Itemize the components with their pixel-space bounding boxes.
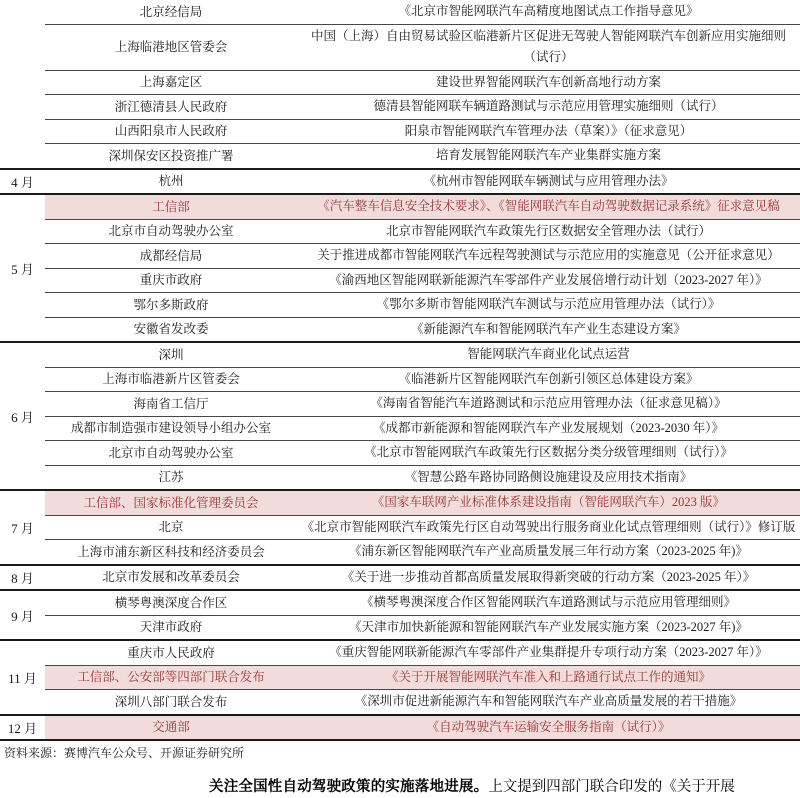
agency-cell: 海南省工信厅 <box>133 396 209 411</box>
table-row <box>45 170 800 194</box>
table-row-highlighted <box>45 195 800 219</box>
month-label: 12 月 <box>0 716 45 740</box>
policy-title-cell: 北京市智能网联汽车政策先行区数据安全管理办法（试行） <box>385 223 711 238</box>
month-rows <box>45 0 800 168</box>
agency-cell: 北京 <box>158 520 184 535</box>
table-row <box>45 367 800 392</box>
agency-cell: 重庆市政府 <box>139 273 203 288</box>
policy-title-cell: 《渝西地区智能网联新能源汽车零部件产业发展倍增行动计划（2023-2027 年）》 <box>329 272 768 287</box>
policy-title-cell: 《海南省智能汽车道路测试和示范应用管理办法（征求意见稿）》 <box>370 396 727 410</box>
month-label: 7 月 <box>0 491 45 564</box>
policy-title-cell: 《汽车整车信息安全技术要求》、《智能网联汽车自动驾驶数据记录系统》征求意见稿 <box>317 199 780 213</box>
agency-cell: 杭州 <box>158 174 184 189</box>
table-row <box>45 566 800 590</box>
agency-cell: 上海市浦东新区科技和经济委员会 <box>77 544 265 559</box>
paragraph-regular-text: 上文提到四部门联合印发的《关于开展 <box>488 778 735 795</box>
table-row-highlighted <box>45 665 800 690</box>
month-label: 6 月 <box>0 343 45 489</box>
policy-title-cell: 《深圳市促进新能源汽车和智能网联汽车产业高质量发展的若干措施》 <box>354 694 743 708</box>
policy-title-cell: 《天津市加快新能源和智能网联汽车产业发展实施方案（2023-2027 年)》 <box>349 619 748 634</box>
table-row <box>45 0 800 24</box>
policy-title-cell: 德清县智能网联车辆道路测试与示范应用管理实施细则（试行） <box>373 99 724 113</box>
month-rows <box>45 641 800 714</box>
month-rows <box>45 170 800 194</box>
month-group <box>0 0 800 168</box>
table-row <box>45 416 800 441</box>
month-group <box>0 341 800 489</box>
policy-title-cell: 《国家车联网产业标准体系建设指南（智能网联汽车）2023 版》 <box>371 495 726 509</box>
policy-title-cell: 《北京市智能网联汽车政策先行区自动驾驶出行服务商业化试点管理细则（试行）》修订版 <box>301 519 796 534</box>
agency-cell: 北京市自动驾驶办公室 <box>108 445 234 460</box>
agency-cell: 交通部 <box>152 720 190 735</box>
policy-title-cell: 《成都市新能源和智能网联汽车产业发展规划（2023-2030 年）》 <box>372 420 725 435</box>
table-row-highlighted <box>45 716 800 740</box>
month-label: 11 月 <box>0 641 45 714</box>
table-row <box>45 219 800 244</box>
policy-title-cell: 《北京市智能网联汽车政策先行区数据分类分级管理细则（试行）》 <box>364 445 733 459</box>
agency-cell: 山西阳泉市人民政府 <box>114 124 228 139</box>
agency-cell: 深圳 <box>158 347 184 362</box>
month-group <box>0 489 800 564</box>
policy-title-cell: 《自动驾驶汽车运输安全服务指南（试行）》 <box>426 719 671 734</box>
policy-title-cell: 《智慧公路车路协同路侧设施建设及应用技术指南》 <box>404 469 693 484</box>
table-row <box>45 24 800 70</box>
month-group <box>0 193 800 341</box>
agency-cell: 鄂尔多斯政府 <box>133 297 209 312</box>
policy-title-cell: 《杭州市智能网联车辆测试与应用管理办法》 <box>423 173 674 188</box>
month-group <box>0 639 800 714</box>
month-rows <box>45 716 800 740</box>
agency-cell: 工信部 <box>152 199 190 214</box>
policy-title-cell: 《浦东新区智能网联汽车产业高质量发展三年行动方案（2023-2025 年)》 <box>349 544 748 558</box>
month-label <box>0 0 45 168</box>
month-group <box>0 168 800 194</box>
policy-title-cell: 智能网联汽车商业化试点运营 <box>467 347 630 361</box>
table-row <box>45 268 800 293</box>
policy-title-cell: 培育发展智能网联汽车产业集群实施方案 <box>435 148 661 162</box>
agency-cell: 北京经信局 <box>139 4 203 19</box>
table-row <box>45 689 800 714</box>
month-label: 5 月 <box>0 195 45 341</box>
table-row <box>45 317 800 342</box>
table-row <box>45 465 800 490</box>
month-label: 8 月 <box>0 566 45 590</box>
table-row <box>45 143 800 168</box>
table-row <box>45 591 800 615</box>
agency-cell: 北京市发展和改革委员会 <box>102 570 240 585</box>
agency-cell: 工信部、国家标准化管理委员会 <box>83 495 259 510</box>
policy-title-cell: 《鄂尔多斯市智能网联汽车测试与示范应用管理办法（试行）》 <box>376 297 721 311</box>
policy-title-cell: 阳泉市智能网联汽车管理办法（草案）》（征求意见） <box>404 123 693 138</box>
paragraph-bold-lead: 关注全国性自动驾驶政策的实施落地进展。 <box>209 778 489 795</box>
agency-cell: 江苏 <box>158 470 184 485</box>
policy-title-cell: 《北京市智能网联汽车高精度地图试点工作指导意见》 <box>398 4 699 18</box>
agency-cell: 上海嘉定区 <box>139 75 203 90</box>
table-row <box>45 70 800 95</box>
table-row <box>45 615 800 640</box>
table-row <box>45 119 800 144</box>
table-row <box>45 391 800 416</box>
policy-title-cell: 《临港新片区智能网联汽车创新引领区总体建设方案》 <box>398 371 699 386</box>
agency-cell: 横琴粤澳深度合作区 <box>114 595 228 610</box>
closing-paragraph <box>0 777 800 798</box>
policy-title-cell: 《新能源汽车和智能网联汽车产业生态建设方案》 <box>410 321 686 336</box>
month-group <box>0 714 800 742</box>
month-rows <box>45 491 800 564</box>
policy-title-cell: 《关于开展智能网联汽车准入和上路通行试点工作的通知》 <box>385 669 711 684</box>
agency-cell: 天津市政府 <box>139 620 203 635</box>
table-row <box>45 539 800 564</box>
table-row <box>45 641 800 665</box>
month-rows <box>45 591 800 639</box>
table-row <box>45 292 800 317</box>
agency-cell: 成都市制造强市建设领导小组办公室 <box>70 421 271 436</box>
table-row <box>45 515 800 540</box>
month-group <box>0 589 800 639</box>
policy-title-cell: 《关于进一步推动首都高质量发展取得新突破的行动方案（2023-2025 年）》 <box>341 569 756 584</box>
agency-cell: 工信部、公安部等四部门联合发布 <box>77 670 265 685</box>
agency-cell: 安徽省发改委 <box>133 322 209 337</box>
agency-cell: 深圳八部门联合发布 <box>114 694 228 709</box>
policy-title-cell: 《横琴粤澳深度合作区智能网联汽车道路测试与示范应用管理细则》 <box>360 595 736 609</box>
month-rows <box>45 343 800 489</box>
agency-cell: 上海市临港新片区管委会 <box>102 372 240 387</box>
table-row <box>45 440 800 465</box>
policy-title-cell: 关于推进成都市智能网联汽车远程驾驶测试与示范应用的实施意见（公开征求意见） <box>317 248 780 262</box>
source-note: 资料来源：赛博汽车公众号、开源证券研究所 <box>4 746 245 760</box>
policy-title-cell: 建设世界智能网联汽车创新高地行动方案 <box>435 74 661 89</box>
agency-cell: 深圳保安区投资推广署 <box>108 148 234 163</box>
month-group <box>0 564 800 590</box>
table-row <box>45 243 800 268</box>
month-rows <box>45 566 800 590</box>
table-row-highlighted <box>45 491 800 515</box>
agency-cell: 北京市自动驾驶办公室 <box>108 224 234 239</box>
month-label: 4 月 <box>0 170 45 194</box>
agency-cell: 成都经信局 <box>139 248 203 263</box>
agency-cell: 浙江德清县人民政府 <box>114 99 228 114</box>
agency-cell: 重庆市人民政府 <box>127 645 215 660</box>
month-rows <box>45 195 800 341</box>
table-row <box>45 94 800 119</box>
table-row <box>45 343 800 367</box>
month-label: 9 月 <box>0 591 45 639</box>
agency-cell: 上海临港地区管委会 <box>114 39 228 54</box>
policy-title-cell: 中国（上海）自由贸易试验区临港新片区促进无驾驶人智能网联汽车创新应用实施细则（试行） <box>310 28 786 64</box>
policy-title-cell: 《重庆智能网联新能源汽车零部件产业集群提升专项行动方案（2023-2027 年）》 <box>329 645 768 659</box>
